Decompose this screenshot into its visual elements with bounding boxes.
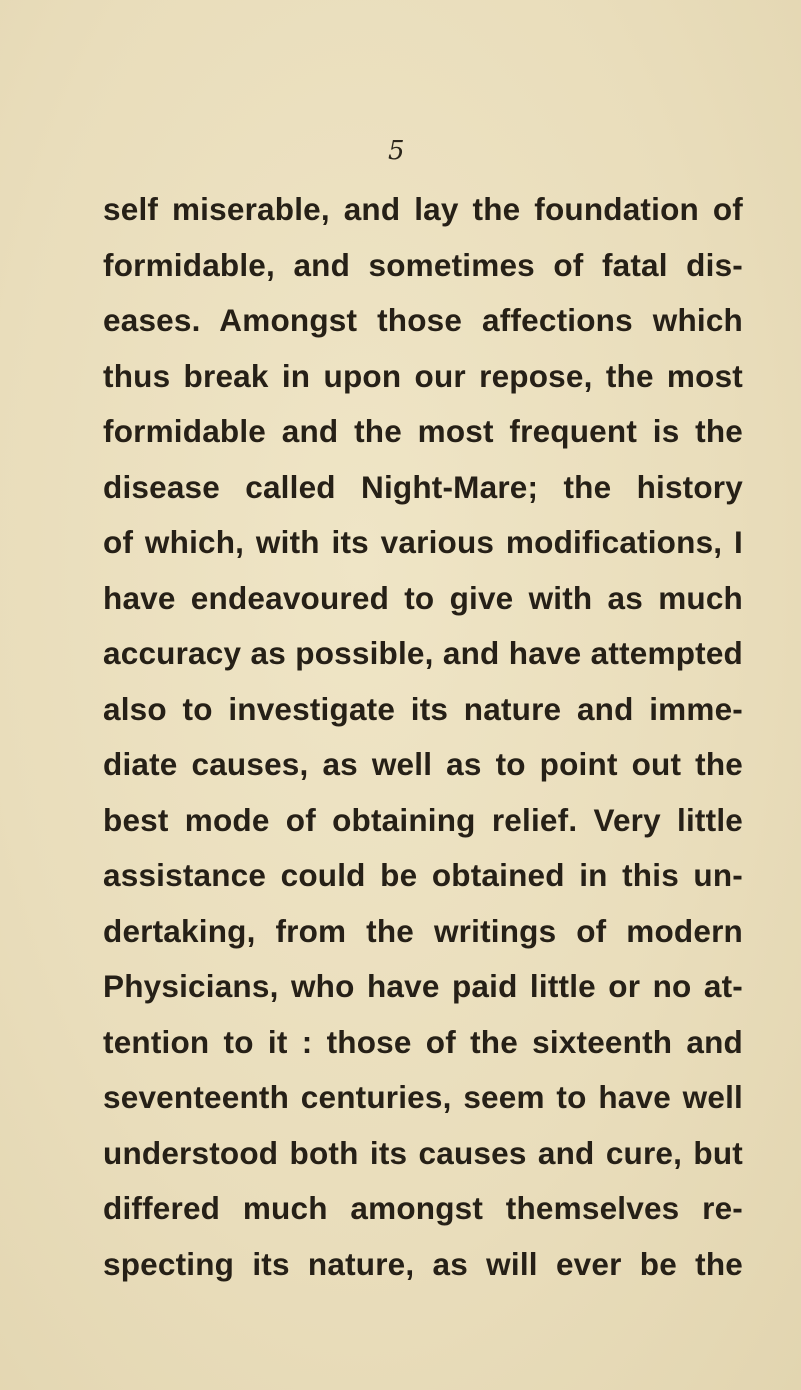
text-line: thus break in upon our repose, the most [103,357,743,394]
body-text [103,182,743,1292]
text-line: disease called Night-Mare; the history [103,468,743,505]
text-line: understood both its causes and cure, but [103,1134,743,1171]
text-line: formidable and the most frequent is the [103,413,743,449]
text-line: also to investigate its nature and imme- [103,690,743,727]
text-line: tention to it : those of the sixteenth and [103,1023,743,1060]
text-line: eases. Amongst those affections which [103,302,743,338]
text-line: of which, with its various modifications, I [103,524,743,560]
text-line: formidable, and sometimes of fatal dis- [103,246,743,283]
text-line: assistance could be obtained in this un- [103,857,743,893]
text-line: self miserable, and lay the foundation of [103,191,743,227]
text-line: seventeenth centuries, seem to have well [103,1079,743,1115]
text-line: differed much amongst themselves re- [103,1190,743,1226]
text-line: have endeavoured to give with as much [103,579,743,616]
text-line: specting its nature, as will ever be the [103,1245,743,1282]
text-line: Physicians, who have paid little or no at- [103,968,743,1004]
text-line: diate causes, as well as to point out the [103,746,743,782]
text-line: dertaking, from the writings of modern [103,912,743,949]
text-line: best mode of obtaining relief. Very little [103,801,743,838]
page-number: 5 [388,136,405,166]
text-line: accuracy as possible, and have attempted [103,635,743,671]
